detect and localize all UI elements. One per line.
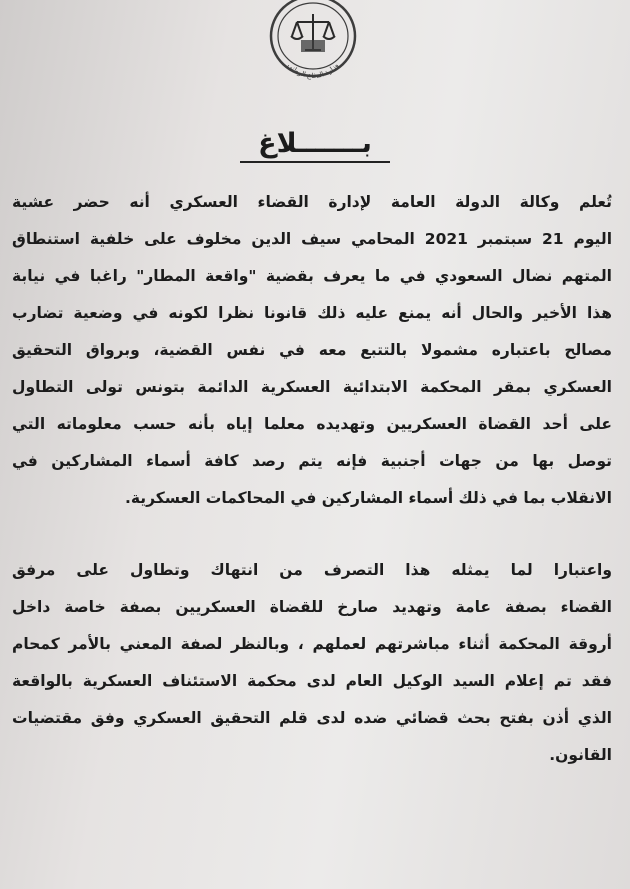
- paragraph-1: [12, 184, 612, 517]
- announcement-title: [0, 128, 630, 163]
- paragraph-line: فقد تم إعلام السيد الوكيل العام لدى محكمة الاستئناف العسكرية بالواقعة: [12, 672, 612, 690]
- paragraph-line: المتهم نضال السعودي في ما يعرف بقضية "واقعة المطار" راغبا في نيابة: [12, 267, 612, 285]
- svg-text:وزارة الدفاع الوطني: وزارة الدفاع الوطني: [285, 61, 341, 81]
- paragraph-line: هذا الأخير والحال أنه يمنع عليه ذلك قانونا نظرا لكونه في وضعية تضارب: [12, 304, 612, 322]
- paragraph-2: [12, 552, 612, 774]
- scales-of-justice-seal-icon: [265, 0, 361, 82]
- paragraph-line: الانقلاب بما في ذلك أسماء المشاركين في المحاكمات العسكرية.: [124, 489, 612, 507]
- paragraph-line: أروقة المحكمة أثناء مباشرتهم لعملهم ، وبالنظر لصفة المعني بالأمر كمحام: [12, 635, 612, 653]
- paragraph-line: القضاء بصفة عامة وتهديد صارخ للقضاة العسكريين بصفة خاصة داخل: [12, 598, 612, 616]
- paragraph-line: القانون.: [549, 746, 612, 764]
- paragraph-line: واعتبارا لما يمثله هذا التصرف من انتهاك وتطاول على مرفق: [12, 561, 612, 579]
- paragraph-line: مصالح باعتباره مشمولا بالتتبع معه في نفس القضية، وبرواق التحقيق: [12, 341, 612, 359]
- paragraph-line: العسكري بمقر المحكمة الابتدائية العسكرية الدائمة بتونس تولى التطاول: [12, 378, 612, 396]
- paragraph-line: تُعلم وكالة الدولة العامة لإدارة القضاء العسكري أنه حضر عشية: [12, 193, 612, 211]
- paragraph-line: توصل بها من جهات أجنبية فإنه يتم رصد كافة أسماء المشاركين في: [12, 452, 612, 470]
- paragraph-line: اليوم 21 سبتمبر 2021 المحامي سيف الدين مخلوف على خلفية استنطاق: [12, 230, 612, 248]
- title-text: بـــــــلاغ: [240, 128, 390, 163]
- paragraph-line: الذي أذن بفتح بحث قضائي ضده لدى قلم التحقيق العسكري وفق مقتضيات: [12, 709, 612, 727]
- paragraph-line: على أحد القضاة العسكريين وتهديده معلما إياه بأنه حسب معلوماته التي: [12, 415, 612, 433]
